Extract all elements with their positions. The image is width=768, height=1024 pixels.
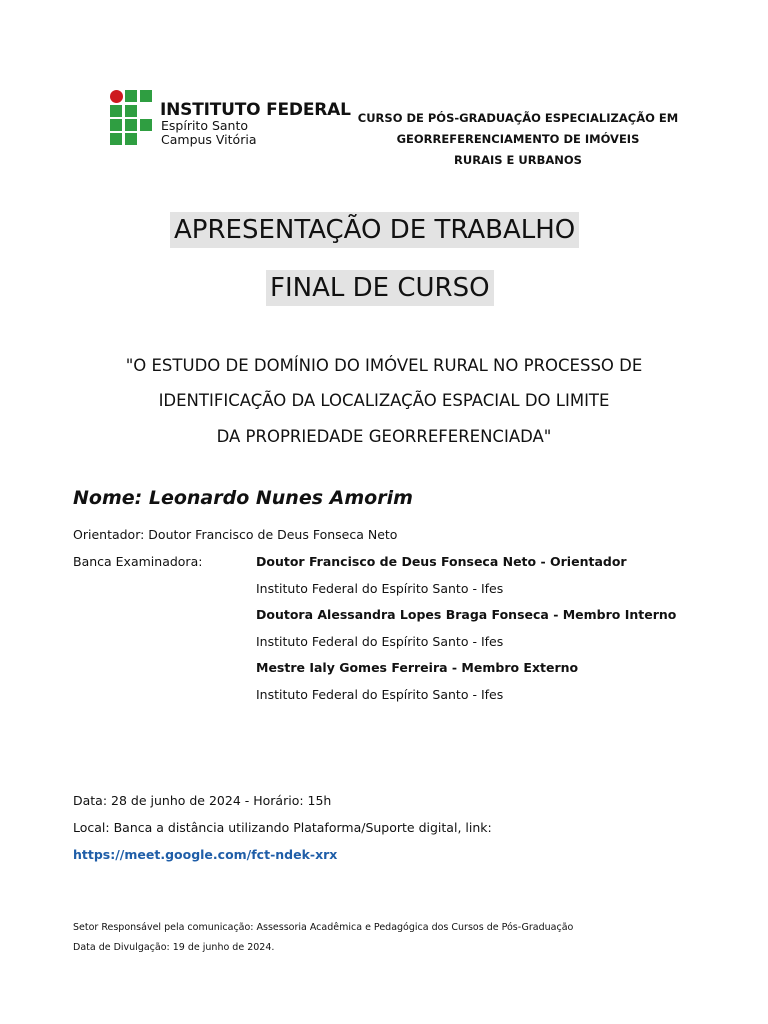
thesis-title-line: IDENTIFICAÇÃO DA LOCALIZAÇÃO ESPACIAL DO LIMITE [158, 391, 610, 410]
board-member-name: Doutor Francisco de Deus Fonseca Neto - Orientador [256, 554, 627, 569]
thesis-title-line: DA PROPRIEDADE GEORREFERENCIADA" [216, 427, 552, 446]
course-title-line: GEORREFERENCIAMENTO DE IMÓVEIS [396, 132, 640, 146]
board-member-name: Doutora Alessandra Lopes Braga Fonseca - Membro Interno [256, 607, 677, 622]
student-name: Nome: Leonardo Nunes Amorim [73, 487, 413, 509]
footer-responsible-sector: Setor Responsável pela comunicação: Assessoria Acadêmica e Pedagógica dos Cursos de Pós-Graduação [73, 922, 574, 933]
board-member-institution: Instituto Federal do Espírito Santo - Ifes [256, 634, 504, 649]
board-member-institution: Instituto Federal do Espírito Santo - Ifes [256, 581, 504, 596]
institution-name: INSTITUTO FEDERAL [160, 100, 351, 120]
advisor: Orientador: Doutor Francisco de Deus Fonseca Neto [73, 527, 398, 542]
footer-publication-date: Data de Divulgação: 19 de junho de 2024. [73, 942, 275, 953]
event-location: Local: Banca a distância utilizando Plataforma/Suporte digital, link: [73, 820, 492, 835]
institution-state: Espírito Santo [161, 118, 249, 133]
meeting-link[interactable]: https://meet.google.com/fct-ndek-xrx [73, 847, 338, 862]
page-title: APRESENTAÇÃO DE TRABALHO [170, 212, 579, 248]
thesis-title-line: "O ESTUDO DE DOMÍNIO DO IMÓVEL RURAL NO PROCESSO DE [125, 356, 643, 375]
board-member-institution: Instituto Federal do Espírito Santo - Ifes [256, 687, 504, 702]
institute-logo-icon [110, 90, 154, 146]
board-label: Banca Examinadora: [73, 554, 203, 569]
course-title-line: CURSO DE PÓS-GRADUAÇÃO ESPECIALIZAÇÃO EM [357, 111, 679, 125]
event-date-time: Data: 28 de junho de 2024 - Horário: 15h [73, 793, 332, 808]
course-title-line: RURAIS E URBANOS [454, 153, 582, 167]
board-member-name: Mestre Ialy Gomes Ferreira - Membro Externo [256, 660, 579, 675]
page-subtitle: FINAL DE CURSO [266, 270, 494, 306]
institution-campus: Campus Vitória [161, 132, 257, 147]
